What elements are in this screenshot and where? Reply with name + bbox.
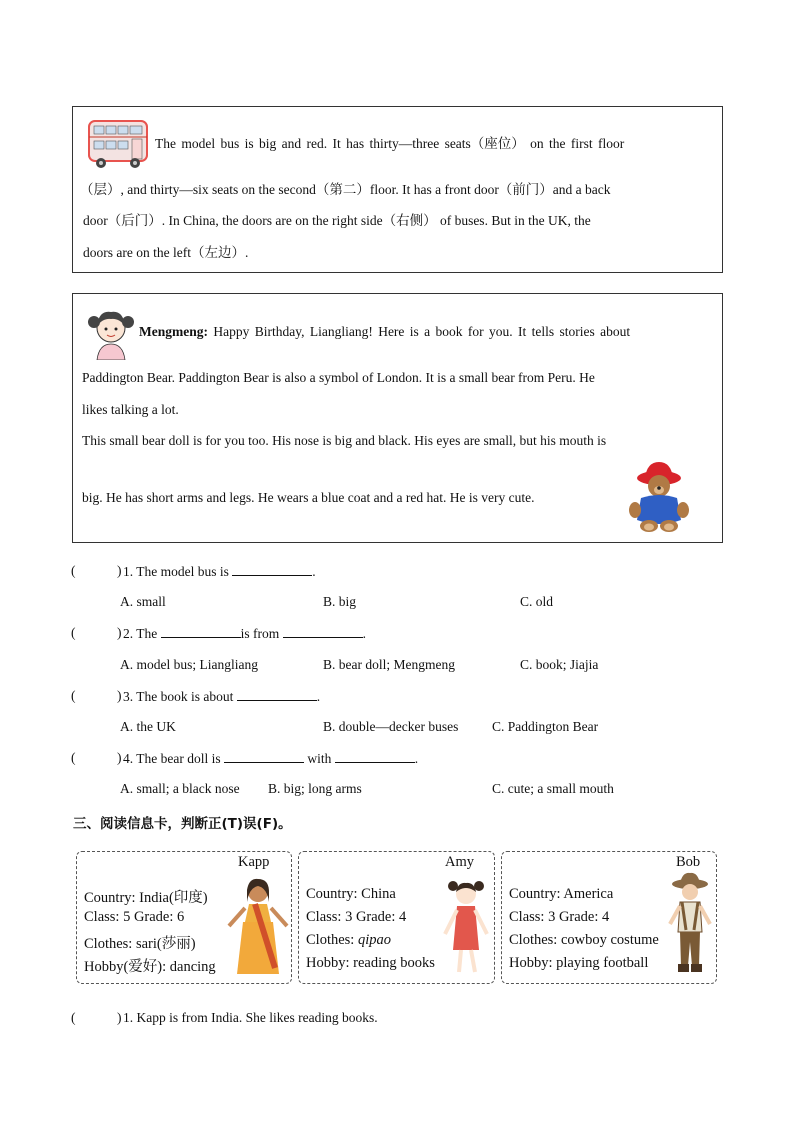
passage-bus-box: [72, 106, 723, 273]
passage-bus-line-1: The model bus is big and red. It has thirty—three seats（座位） on the first floor: [155, 136, 625, 151]
answer-blank[interactable]: ): [117, 1010, 122, 1025]
option-a[interactable]: A. small: [120, 594, 166, 609]
card-clothes-label: Clothes:: [509, 932, 561, 948]
passage-mengmeng-line-3: likes talking a lot.: [82, 402, 179, 417]
answer-paren-open: (: [71, 625, 76, 640]
answer-paren-open: (: [71, 688, 76, 703]
answer-blank[interactable]: ): [117, 625, 122, 640]
option-c[interactable]: C. old: [520, 594, 554, 609]
card-country: Country: China: [306, 886, 396, 902]
card-clothes: [84, 932, 196, 953]
card-clothes-label: Clothes:: [306, 932, 358, 948]
card-country: Country: India(印度): [84, 890, 208, 906]
card-clothes-value: qipao: [357, 932, 391, 948]
passage-mengmeng-line-4: This small bear doll is for you too. His nose is big and black. His eyes are small, but his mouth is: [82, 433, 607, 448]
amy-girl-qipao-icon: [439, 876, 493, 978]
info-card-bob: [501, 851, 717, 984]
card-hobby: Hobby: playing football: [509, 955, 649, 971]
answer-blank[interactable]: ): [117, 688, 122, 703]
passage-mengmeng-line-2: Paddington Bear. Paddington Bear is also a symbol of London. It is a small bear from Peru. He: [82, 370, 595, 385]
question-stem-b: .: [316, 689, 321, 704]
passage-mengmeng-box: [72, 293, 723, 543]
double-decker-bus-icon: [85, 115, 155, 173]
card-clothes-label: Clothes:: [84, 936, 136, 952]
answer-blank[interactable]: ): [117, 563, 122, 578]
question-stem-c: .: [362, 626, 366, 641]
option-c[interactable]: C. cute; a small mouth: [492, 781, 614, 796]
answer-blank[interactable]: ): [117, 750, 122, 765]
card-hobby: Hobby: reading books: [306, 955, 435, 971]
tf-question-text: 1. Kapp is from India. She likes reading books.: [123, 1010, 378, 1025]
card-class: Class: 3 Grade: 4: [509, 909, 610, 925]
paddington-bear-icon: [621, 458, 697, 534]
question-stem: [123, 563, 316, 580]
info-card-kapp: [76, 851, 292, 984]
question-stem-a: 2. The: [123, 626, 161, 641]
card-clothes-value: sari(莎丽): [135, 936, 196, 952]
option-b[interactable]: B. big; long arms: [268, 781, 362, 796]
passage-bus-line-3: door（后门）. In China, the doors are on the right side（右侧） of buses. But in the UK, the: [83, 213, 591, 228]
card-country: Country: America: [509, 886, 614, 902]
option-c[interactable]: C. book; Jiajia: [520, 657, 599, 672]
card-name: Bob: [676, 854, 701, 870]
option-b[interactable]: B. bear doll; Mengmeng: [323, 657, 455, 672]
card-clothes: [509, 932, 659, 949]
option-b[interactable]: B. big: [323, 594, 357, 609]
question-stem-b: .: [312, 564, 316, 579]
info-card-amy: [298, 851, 495, 984]
question-stem-c: .: [414, 751, 419, 766]
question-stem-b: is from: [240, 626, 283, 641]
passage-mengmeng-line-1: [139, 325, 630, 339]
question-stem-a: 4. The bear doll is: [123, 751, 224, 766]
passage-bus-line-2: （层）, and thirty—six seats on the second（第二）floor. It has a front door（前门）and a back: [80, 182, 611, 197]
question-stem-a: 1. The model bus is: [123, 564, 233, 579]
card-name: Amy: [445, 854, 474, 870]
passage-bus-line-4: doors are on the left（左边）.: [83, 245, 249, 260]
option-b[interactable]: B. double—decker buses: [323, 719, 459, 734]
card-class: Class: 3 Grade: 4: [306, 909, 407, 925]
option-a[interactable]: A. model bus; Liangliang: [120, 657, 258, 672]
kapp-girl-sari-icon: [225, 876, 291, 980]
option-c[interactable]: C. Paddington Bear: [492, 719, 599, 734]
card-hobby: Hobby(爱好): dancing: [84, 959, 216, 975]
question-stem-b: with: [303, 751, 335, 766]
option-a[interactable]: A. small; a black nose: [120, 781, 240, 796]
card-name: Kapp: [238, 854, 270, 870]
question-stem: [123, 625, 366, 642]
speaker-name: Mengmeng:: [139, 324, 208, 339]
card-class: Class: 5 Grade: 6: [84, 909, 185, 925]
section-3-title: 三、阅读信息卡，判断正(T)误(F)。: [73, 816, 292, 832]
card-clothes: [306, 932, 391, 949]
question-stem-a: 3. The book is about: [123, 689, 237, 704]
bob-boy-cowboy-icon: [666, 872, 714, 976]
girl-avatar-icon: [85, 304, 137, 360]
answer-paren-open: (: [71, 750, 76, 765]
question-stem: [123, 750, 418, 767]
card-clothes-value: cowboy costume: [560, 932, 659, 948]
question-stem: [123, 688, 320, 705]
speaker-text: Happy Birthday, Liangliang! Here is a book for you. It tells stories about: [213, 324, 631, 339]
passage-mengmeng-line-5: big. He has short arms and legs. He wears a blue coat and a red hat. He is very cute.: [82, 490, 535, 505]
answer-paren-open: (: [71, 563, 76, 578]
answer-paren-open: (: [71, 1010, 76, 1025]
option-a[interactable]: A. the UK: [120, 719, 176, 734]
